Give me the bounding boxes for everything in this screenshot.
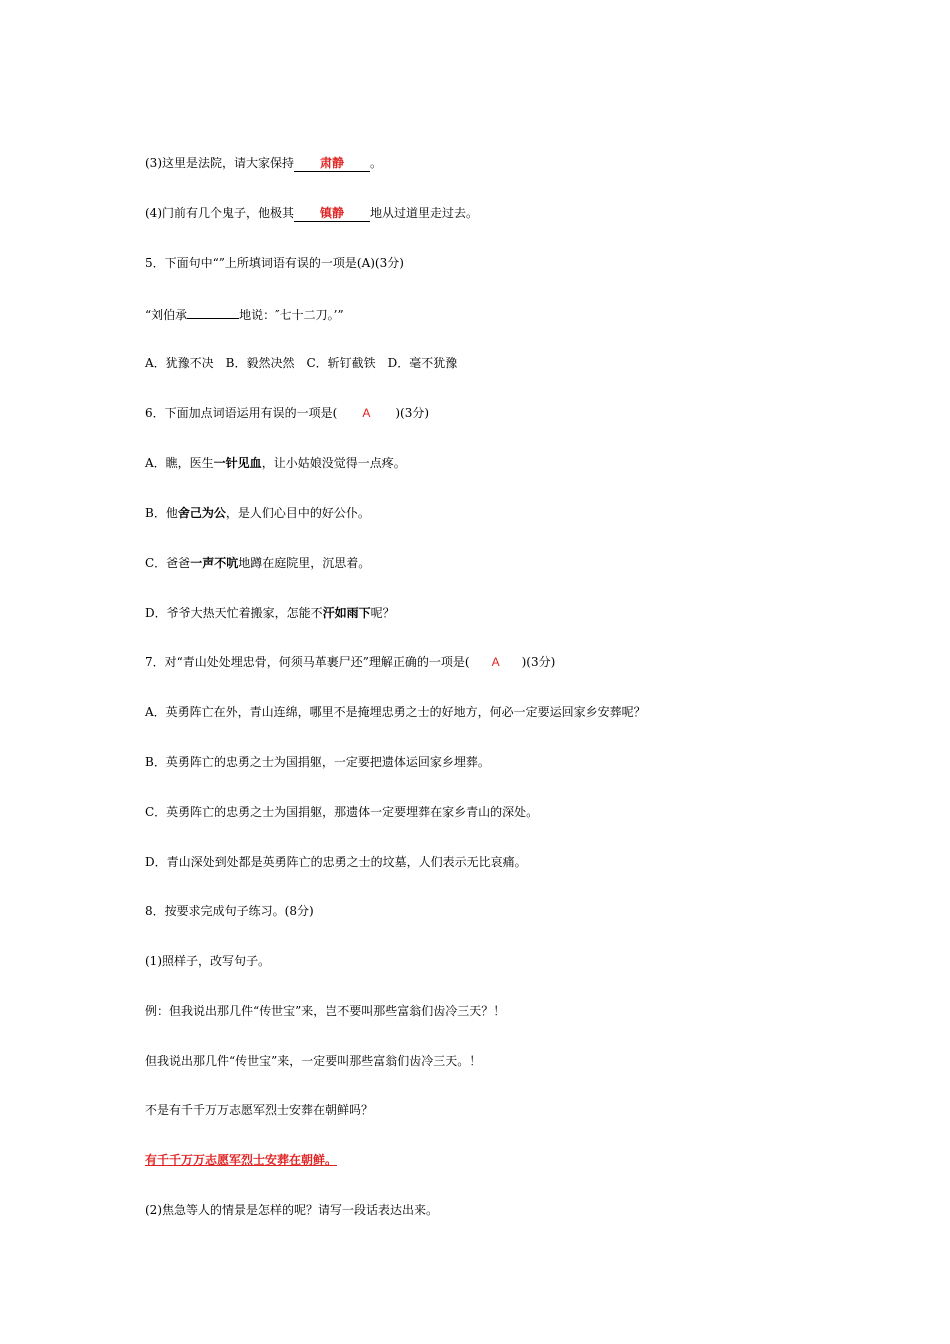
q6-d-post: 呢？ xyxy=(370,606,395,620)
q6-a-post: ，让小姑娘没觉得一点疼。 xyxy=(261,456,406,470)
q6-d-term: 汗如雨下 xyxy=(322,606,371,620)
q5-stem: 5．下面句中“”上所填词语有误的一项是(A)(3分) xyxy=(145,256,404,270)
q3-answer: 肃静 xyxy=(319,156,344,170)
q6-stem-text: 6．下面加点词语运用有误的一项是( xyxy=(145,406,338,420)
q4-answer: 镇静 xyxy=(319,206,344,220)
q3-blank xyxy=(294,155,370,172)
q3-text: (3)这里是法院，请大家保持 xyxy=(145,156,294,170)
q5-options: A．犹豫不决 B．毅然决然 C．斩钉截铁 D．毫不犹豫 xyxy=(145,356,458,370)
q6-a-pre: A．瞧，医生 xyxy=(145,456,214,470)
q7-stem-score: )(3分) xyxy=(521,655,556,669)
q6-c-post: 地蹲在庭院里，沉思着。 xyxy=(238,556,371,570)
q3-end: 。 xyxy=(370,156,383,170)
q8-part1: (1)照样子，改写句子。 xyxy=(145,954,270,968)
q8-example-result: 但我说出那几件“传世宝”来，一定要叫那些富翁们齿冷三天。！ xyxy=(145,1054,482,1068)
q6-answer: A xyxy=(362,406,371,420)
q5-quote xyxy=(145,305,344,323)
q6-stem xyxy=(145,405,429,421)
q5-quote-start: “刘伯承 xyxy=(145,308,188,322)
q6-c-pre: C．爸爸 xyxy=(145,556,191,570)
q6-stem-score: )(3分) xyxy=(395,406,430,420)
q6-a-term: 一针见血 xyxy=(213,456,262,470)
q8-answer: 有千千万万志愿军烈士安葬在朝鲜。 xyxy=(145,1153,338,1167)
q7-answer: A xyxy=(491,655,500,669)
q4-blank xyxy=(294,205,370,222)
q4-text: (4)门前有几个鬼子，他极其 xyxy=(145,206,294,220)
q6-b-term: 舍己为公 xyxy=(177,506,226,520)
q7-option-d: D．青山深处到处都是英勇阵亡的忠勇之士的坟墓，人们表示无比哀痛。 xyxy=(145,855,527,869)
q6-b-post: ，是人们心目中的好公仆。 xyxy=(225,506,370,520)
q6-option-d xyxy=(145,605,395,621)
q7-stem-text: 7．对“青山处处埋忠骨，何须马革裹尸还”理解正确的一项是( xyxy=(145,655,470,669)
q7-option-c: C．英勇阵亡的忠勇之士为国捐躯，那遗体一定要埋葬在家乡青山的深处。 xyxy=(145,805,539,819)
q5-quote-end: 地说：″七十二刀。’” xyxy=(239,308,344,322)
q7-stem xyxy=(145,654,555,670)
q8-example: 例：但我说出那几件“传世宝”来，岂不要叫那些富翁们齿冷三天？！ xyxy=(145,1004,506,1018)
q5-blank xyxy=(187,305,239,319)
q3-line xyxy=(145,155,382,172)
q6-option-c xyxy=(145,555,370,571)
q7-option-b: B．英勇阵亡的忠勇之士为国捐躯，一定要把遗体运回家乡埋葬。 xyxy=(145,755,490,769)
q6-d-pre: D．爷爷大热天忙着搬家，怎能不 xyxy=(145,606,323,620)
q4-line xyxy=(145,205,478,222)
q8-part2: (2)焦急等人的情景是怎样的呢？请写一段话表达出来。 xyxy=(145,1203,439,1217)
q6-option-b xyxy=(145,505,370,521)
q8-task: 不是有千千万万志愿军烈士安葬在朝鲜吗？ xyxy=(145,1103,374,1117)
q6-c-term: 一声不吭 xyxy=(190,556,239,570)
q7-option-a: A．英勇阵亡在外，青山连绵，哪里不是掩埋忠勇之士的好地方，何必一定要运回家乡安葬呢？ xyxy=(145,705,646,719)
q4-end: 地从过道里走过去。 xyxy=(370,206,479,220)
q6-b-pre: B．他 xyxy=(145,506,178,520)
q8-stem: 8．按要求完成句子练习。(8分) xyxy=(145,904,314,918)
q6-option-a xyxy=(145,455,406,471)
